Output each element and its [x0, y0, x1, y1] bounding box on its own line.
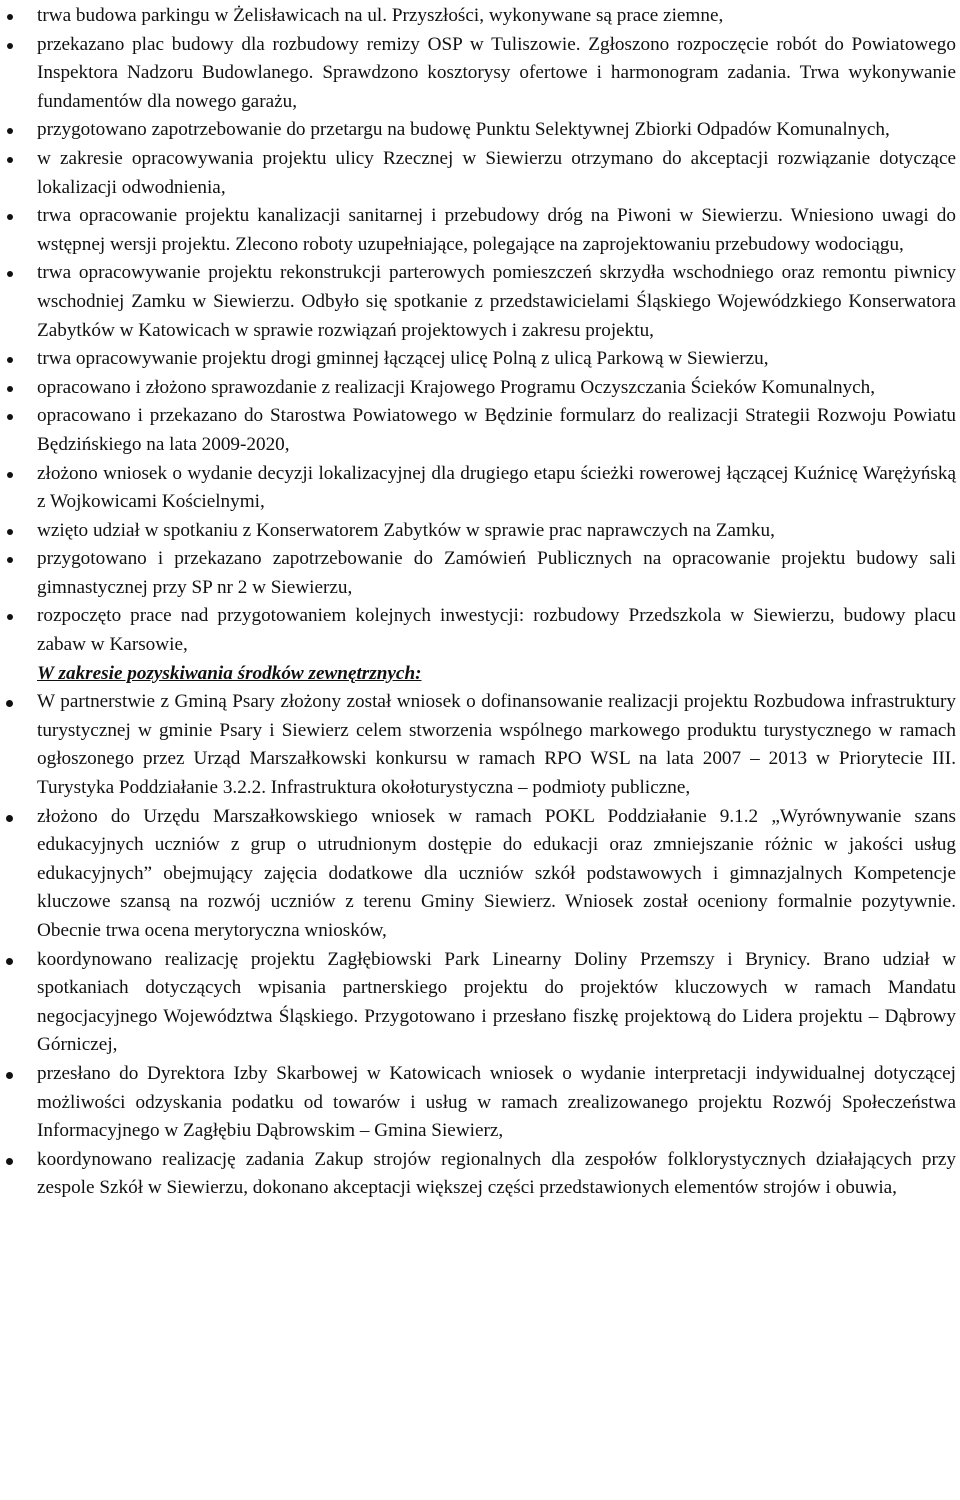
list-item-text: opracowano i złożono sprawozdanie z realizacji Krajowego Programu Oczyszczania Ścieków Komunalnych,: [37, 376, 876, 398]
list-item: [0, 517, 960, 546]
bullet-icon: [7, 128, 13, 134]
list-item: [0, 1146, 960, 1203]
bullet-icon: [6, 1072, 13, 1079]
list-item: [0, 545, 960, 602]
bullet-icon: [7, 529, 13, 535]
external-funding-list: [0, 688, 960, 1203]
bullet-icon: [7, 557, 13, 563]
bullet-icon: [6, 815, 13, 822]
list-item-text: trwa opracowywanie projektu rekonstrukcji parterowych pomieszczeń skrzydła wschodniego oraz remontu piwnicy wschodniej Zamku w Siewierzu. Odbyło się spotkanie z przedstawicielami Śląskiego Wojewódzkiego Konserwatora Zabytków w Katowicach w sprawie rozwiązań projektowych i zakresu projektu,: [37, 262, 956, 341]
bullet-icon: [7, 414, 13, 420]
list-item-text: W partnerstwie z Gminą Psary złożony został wniosek o dofinansowanie realizacji projektu Rozbudowa infrastruktury turystycznej w gminie Psary i Siewierz celem stworzenia wspólnego markowego produktu turystycznego w ramach ogłoszonego przez Urząd Marszałkowski konkursu w ramach RPO WSL na lata 2007 – 2013 w Priorytecie III. Turystyka Poddziałanie 3.2.2. Infrastruktura okołoturystyczna – podmioty publiczne,: [37, 691, 956, 799]
list-item-text: przygotowano zapotrzebowanie do przetargu na budowę Punktu Selektywnej Zbiorki Odpadów Komunalnych,: [37, 119, 890, 141]
bullet-icon: [6, 700, 13, 707]
bullet-icon: [6, 958, 13, 965]
bullet-icon: [7, 157, 13, 163]
list-item: [0, 202, 960, 259]
bullet-icon: [7, 614, 13, 620]
list-item: [0, 688, 960, 802]
list-item: [0, 1060, 960, 1146]
list-item-text: trwa opracowywanie projektu drogi gminnej łączącej ulicę Polną z ulicą Parkową w Siewierzu,: [37, 348, 769, 370]
list-item-text: trwa budowa parkingu w Żelisławicach na ul. Przyszłości, wykonywane są prace ziemne,: [37, 5, 724, 26]
bullet-icon: [7, 271, 13, 277]
list-item-text: rozpoczęto prace nad przygotowaniem kolejnych inwestycji: rozbudowy Przedszkola w Siewierzu, budowy placu zabaw w Karsowie,: [37, 605, 956, 656]
list-item: [0, 803, 960, 946]
list-item-text: opracowano i przekazano do Starostwa Powiatowego w Będzinie formularz do realizacji Strategii Rozwoju Powiatu Będzińskiego na lata 2009-2020,: [37, 405, 956, 455]
bullet-icon: [7, 214, 13, 220]
list-item: [0, 460, 960, 517]
list-item: [0, 345, 960, 374]
list-item-text: przygotowano i przekazano zapotrzebowanie do Zamówień Publicznych na opracowanie projektu budowy sali gimnastycznej przy SP nr 2 w Siewierzu,: [37, 548, 956, 598]
bullet-icon: [7, 472, 13, 478]
list-item: [0, 116, 960, 145]
investment-activities-list: [0, 2, 960, 660]
bullet-icon: [6, 1158, 13, 1165]
list-item-text: koordynowano realizację projektu Zagłębiowski Park Linearny Doliny Przemszy i Brynicy. Brano udział w spotkaniach dotyczących wpisania partnerskiego projektu do projektów kluczowych w ramach Mandatu negocjacyjnego Województwa Śląskiego. Przygotowano i przesłano fiszkę projektową do Lidera projektu – Dąbrowy Górniczej,: [37, 948, 956, 1056]
list-item-text: złożono do Urzędu Marszałkowskiego wniosek w ramach POKL Poddziałanie 9.1.2 „Wyrównywanie szans edukacyjnych uczniów z grup o utrudnionym dostępie do edukacji oraz zmniejszanie różnic w jakości usług edukacyjnych” obejmujący zajęcia dodatkowe dla uczniów szkół podstawowych i gimnazjalnych Kompetencje kluczowe szansą na rozwój uczniów z terenu Gminy Siewierz. Wniosek został oceniony formalnie pozytywnie. Obecnie trwa ocena merytoryczna wniosków,: [37, 805, 956, 941]
list-item: [0, 402, 960, 459]
bullet-icon: [7, 14, 13, 20]
bullet-icon: [7, 357, 13, 363]
list-item: [0, 2, 960, 31]
list-item-text: trwa opracowanie projektu kanalizacji sanitarnej i przebudowy dróg na Piwoni w Siewierzu. Wniesiono uwagi do wstępnej wersji projektu. Zlecono roboty uzupełniające, polegające na zaprojektowaniu przebudowy wodociągu,: [37, 205, 956, 255]
bullet-icon: [7, 386, 13, 392]
list-item: [0, 259, 960, 345]
list-item-text: koordynowano realizację zadania Zakup strojów regionalnych dla zespołów folklorystycznych działających przy zespole Szkół w Siewierzu, dokonano akceptacji większej części przedstawionych elementów strojów i obuwia,: [37, 1148, 956, 1199]
list-item: [0, 145, 960, 202]
list-item-text: w zakresie opracowywania projektu ulicy Rzecznej w Siewierzu otrzymano do akceptacji rozwiązanie dotyczące lokalizacji odwodnienia,: [37, 147, 956, 198]
document-page: [0, 2, 960, 1203]
section-heading: W zakresie pozyskiwania środków zewnętrznych:: [37, 662, 422, 684]
list-item-text: przekazano plac budowy dla rozbudowy remizy OSP w Tuliszowie. Zgłoszono rozpoczęcie robót do Powiatowego Inspektora Nadzoru Budowlanego. Sprawdzono kosztorysy ofertowe i harmonogram zadania. Trwa wykonywanie fundamentów dla nowego garażu,: [37, 33, 956, 112]
list-item: [0, 374, 960, 403]
list-item: [0, 946, 960, 1060]
bullet-icon: [7, 43, 13, 49]
list-item: [0, 31, 960, 117]
list-item: [0, 602, 960, 659]
list-item-text: przesłano do Dyrektora Izby Skarbowej w Katowicach wniosek o wydanie interpretacji indywidualnej dotyczącej możliwości odzyskania podatku od towarów i usług w ramach zrealizowanego projektu Rozwój Społeczeństwa Informacyjnego w Zagłębiu Dąbrowskim – Gmina Siewierz,: [37, 1062, 956, 1142]
list-item-text: wzięto udział w spotkaniu z Konserwatorem Zabytków w sprawie prac naprawczych na Zamku,: [37, 519, 775, 541]
list-item-text: złożono wniosek o wydanie decyzji lokalizacyjnej dla drugiego etapu ścieżki rowerowej łączącej Kuźnicę Warężyńską z Wojkowicami Kościelnymi,: [37, 462, 956, 513]
